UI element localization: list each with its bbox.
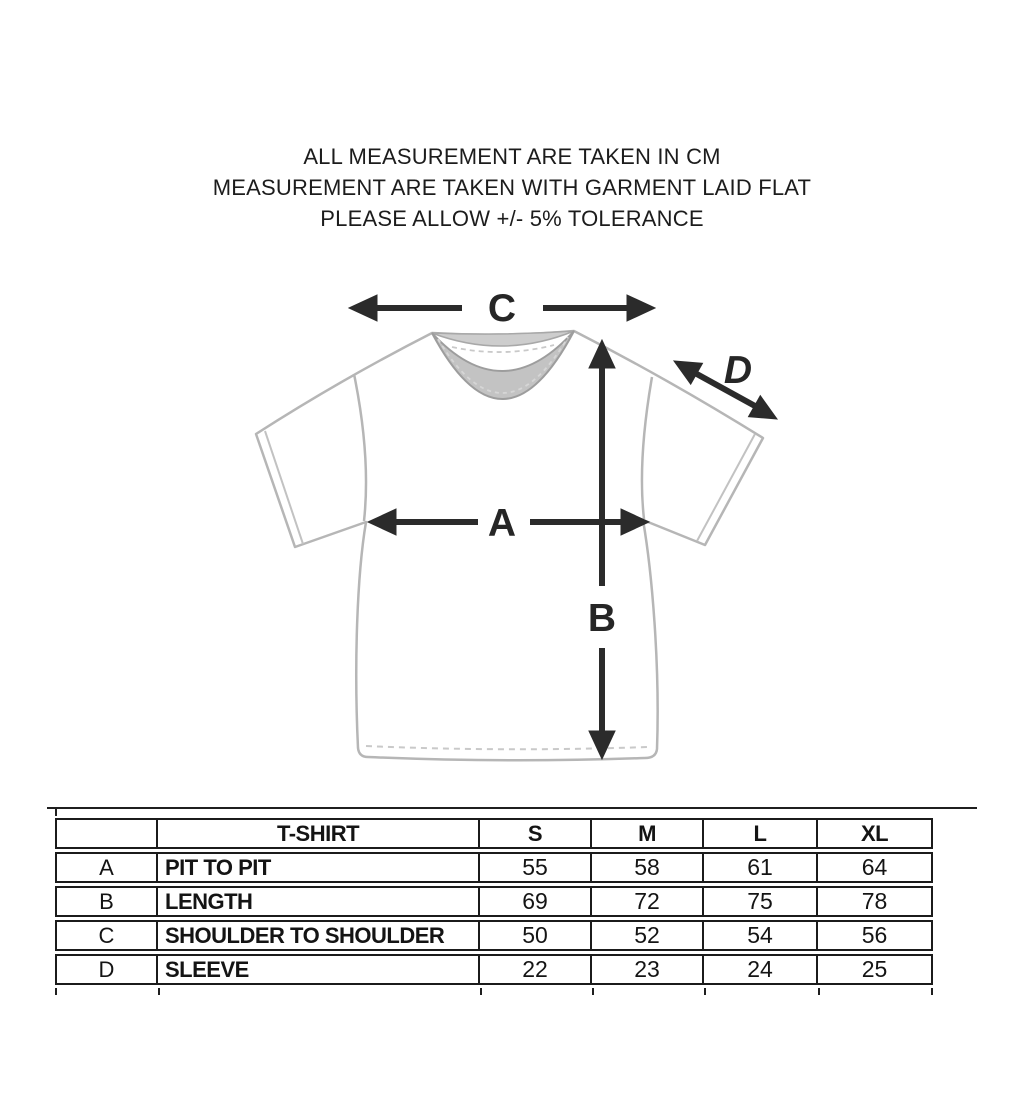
- table-crop-stub: [55, 988, 57, 995]
- size-value-cell: 22: [480, 954, 592, 985]
- size-value-cell: 54: [704, 920, 818, 951]
- label-d: D: [723, 349, 753, 392]
- size-value-cell: 55: [480, 852, 592, 883]
- table-crop-stub: [931, 988, 933, 995]
- instruction-line-1: ALL MEASUREMENT ARE TAKEN IN CM: [303, 144, 721, 169]
- size-value-cell: 25: [818, 954, 933, 985]
- table-header-row: [55, 818, 933, 849]
- row-key-cell: A: [55, 852, 158, 883]
- size-value-cell: 52: [592, 920, 704, 951]
- size-value-cell: 56: [818, 920, 933, 951]
- row-key-cell: D: [55, 954, 158, 985]
- size-value-cell: 50: [480, 920, 592, 951]
- table-row-pit-to-pit: [55, 852, 933, 883]
- tshirt-sketch: [256, 331, 763, 760]
- row-key-cell: C: [55, 920, 158, 951]
- size-value-cell: 64: [818, 852, 933, 883]
- table-row-sleeve: [55, 954, 933, 985]
- table-row-length: [55, 886, 933, 917]
- table-header-product: T-SHIRT: [158, 818, 480, 849]
- row-label-cell: LENGTH: [158, 886, 480, 917]
- size-value-cell: 23: [592, 954, 704, 985]
- instruction-line-3: PLEASE ALLOW +/- 5% TOLERANCE: [320, 206, 704, 231]
- label-c: C: [487, 287, 517, 330]
- size-value-cell: 69: [480, 886, 592, 917]
- table-corner-cell: [55, 818, 158, 849]
- arrowhead-left-icon: [349, 295, 377, 321]
- table-header-size-m: M: [592, 818, 704, 849]
- size-value-cell: 78: [818, 886, 933, 917]
- instruction-line-2: MEASUREMENT ARE TAKEN WITH GARMENT LAID FLAT: [212, 175, 812, 200]
- row-label-cell: SLEEVE: [158, 954, 480, 985]
- table-crop-stub: [704, 988, 706, 995]
- size-value-cell: 61: [704, 852, 818, 883]
- table-row-shoulder: [55, 920, 933, 951]
- size-value-cell: 75: [704, 886, 818, 917]
- size-table-container: [55, 815, 933, 988]
- size-value-cell: 58: [592, 852, 704, 883]
- table-header-size-l: L: [704, 818, 818, 849]
- table-crop-stub: [158, 988, 160, 995]
- label-b: B: [587, 597, 617, 640]
- table-crop-stub: [818, 988, 820, 995]
- table-crop-stub: [480, 988, 482, 995]
- label-a: A: [487, 502, 517, 545]
- size-value-cell: 72: [592, 886, 704, 917]
- table-crop-line-top: [47, 807, 977, 809]
- table-header-size-xl: XL: [818, 818, 933, 849]
- table-header-size-s: S: [480, 818, 592, 849]
- table-crop-stub: [592, 988, 594, 995]
- row-label-cell: PIT TO PIT: [158, 852, 480, 883]
- arrowhead-right-icon: [627, 295, 655, 321]
- row-key-cell: B: [55, 886, 158, 917]
- row-label-cell: SHOULDER TO SHOULDER: [158, 920, 480, 951]
- size-value-cell: 24: [704, 954, 818, 985]
- size-table: [55, 815, 933, 988]
